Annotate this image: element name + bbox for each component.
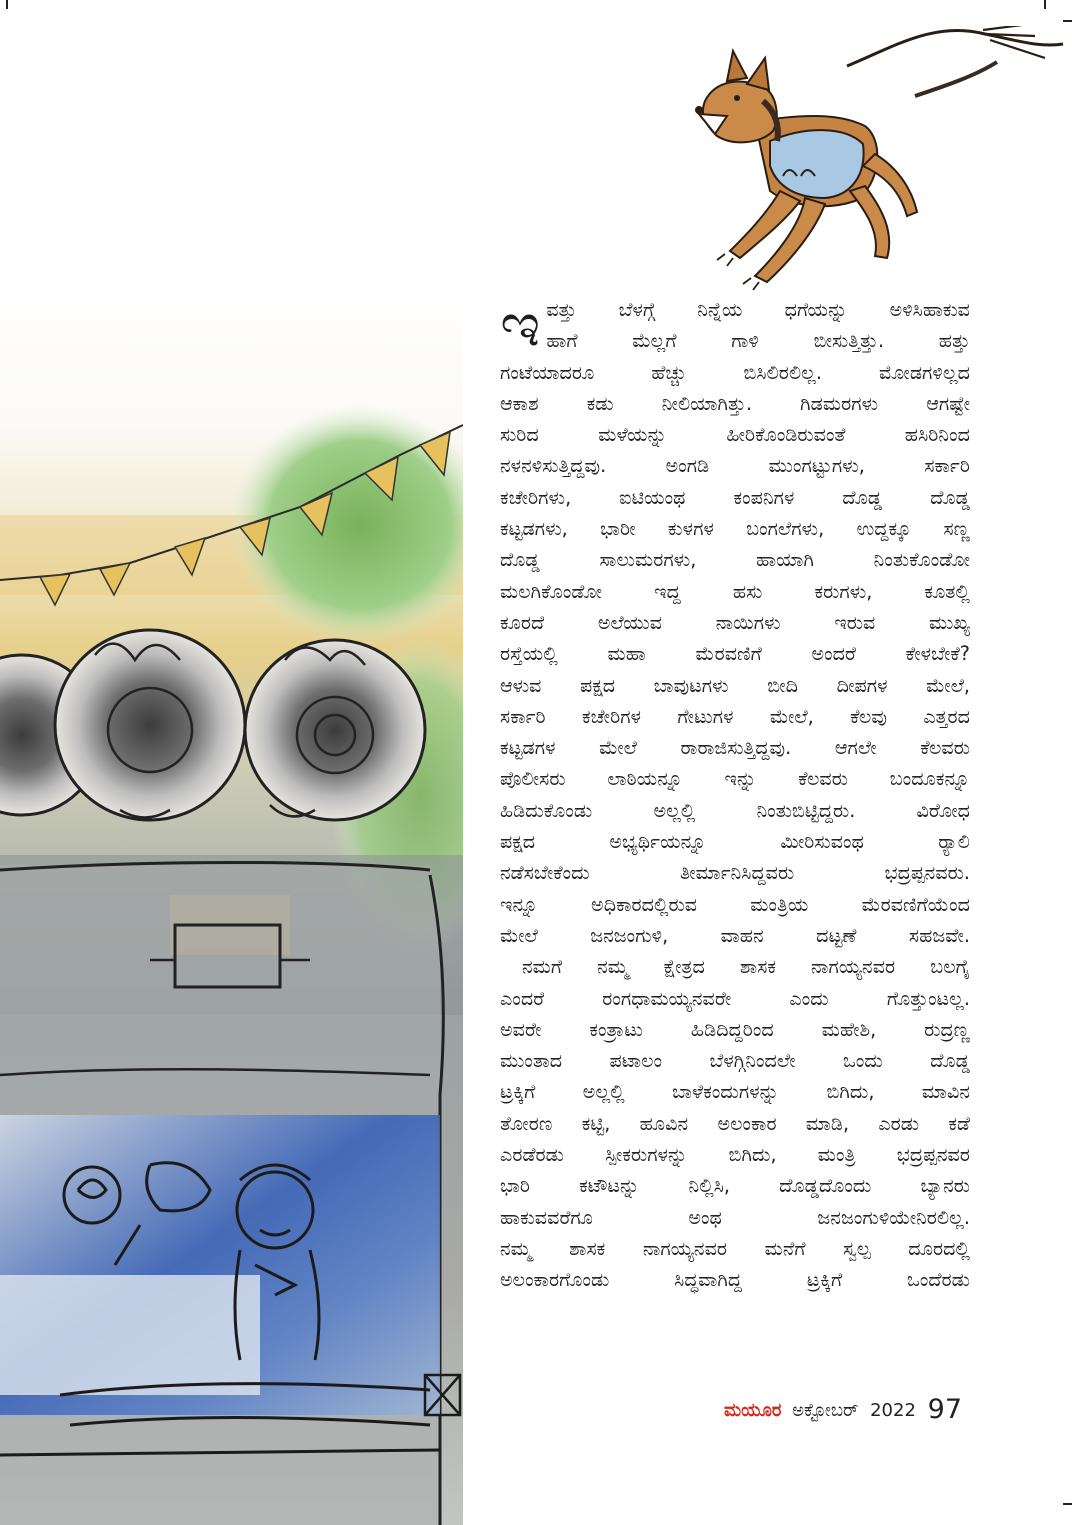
procession-truck-illustration xyxy=(0,275,463,1525)
page-number: 97 xyxy=(927,1394,962,1425)
drop-cap: ಇ xyxy=(500,288,541,361)
text-line: ಅಲಂಕಾರಗೊಂಡು ಸಿದ್ಧವಾಗಿದ್ದ ಟ್ರಕ್ಕಿಗೆ ಒಂದೆರಡು xyxy=(500,1268,970,1292)
text-line: ಕಟ್ಟಡಗಳು, ಭಾರೀ ಕುಳಗಳ ಬಂಗಲೆಗಳು, ಉದ್ದಕ್ಕೂ ಸಣ್ಣ xyxy=(500,517,970,541)
magazine-name: ಮಯೂರ xyxy=(724,1400,782,1421)
text-line: ಹಿಡಿದುಕೊಂಡು ಅಲ್ಲಲ್ಲಿ ನಿಂತುಬಿಟ್ಟಿದ್ದರು. ವಿರೋಧ xyxy=(500,798,970,822)
text-line: ಅವರೇ ಕಂತ್ರಾಟು ಹಿಡಿದಿದ್ದರಿಂದ ಮಹೇಶಿ, ರುದ್ರಣ್ಣ xyxy=(500,1017,970,1041)
text-line: ಆಕಾಶ ಕಡು ನೀಲಿಯಾಗಿತ್ತು. ಗಿಡಮರಗಳು ಆಗಷ್ಟೇ xyxy=(500,391,970,415)
text-line: ಎರಡೆರಡು ಸ್ಪೀಕರುಗಳನ್ನು ಬಿಗಿದು, ಮಂತ್ರಿ ಭದ್ರಪ್ಪನವರ xyxy=(500,1143,970,1167)
text-line: ಸುರಿದ ಮಳೆಯನ್ನು ಹೀರಿಕೊಂಡಿರುವಂತೆ ಹಸಿರಿನಿಂದ xyxy=(500,423,970,447)
text-line: ಆಳುವ ಪಕ್ಷದ ಬಾವುಟಗಳು ಬೀದಿ ದೀಪಗಳ ಮೇಲೆ, xyxy=(500,673,970,697)
text-line: ಸರ್ಕಾರಿ ಕಚೇರಿಗಳ ಗೇಟುಗಳ ಮೇಲೆ, ಕೆಲವು ಎತ್ತರದ xyxy=(500,704,970,728)
text-line: ಮೇಲೆ ಜನಜಂಗುಳಿ, ವಾಹನ ದಟ್ಟಣೆ ಸಹಜವೇ. xyxy=(500,923,970,947)
dog-illustration xyxy=(685,26,1065,296)
text-line: ನಮಗೆ ನಮ್ಮ ಕ್ಷೇತ್ರದ ಶಾಸಕ ನಾಗಯ್ಯನವರ ಬಲಗೈ xyxy=(522,955,970,979)
text-line: ಗಂಟೆಯಾದರೂ ಹೆಚ್ಚು ಬಿಸಿಲಿರಲಿಲ್ಲ. ಮೋಡಗಳಿಲ್ಲದ xyxy=(500,360,970,384)
text-line: ಹಾಗೆ ಮೆಲ್ಲಗೆ ಗಾಳಿ ಬೀಸುತ್ತಿತ್ತು. ಹತ್ತು xyxy=(546,329,970,353)
text-line: ಕಚೇರಿಗಳು, ಐಟಿಯಂಥ ಕಂಪನಿಗಳ ದೊಡ್ಡ ದೊಡ್ಡ xyxy=(500,485,970,509)
text-line: ದೊಡ್ಡ ಸಾಲುಮರಗಳು, ಹಾಯಾಗಿ ನಿಂತುಕೊಂಡೋ xyxy=(500,548,970,572)
text-line: ವತ್ತು ಬೆಳಗ್ಗೆ ನಿನ್ನೆಯ ಧಗೆಯನ್ನು ಅಳಿಸಿಹಾಕುವ xyxy=(546,298,970,321)
issue-month: ಅಕ್ಟೋಬರ್ xyxy=(792,1400,859,1421)
text-line: ಟ್ರಕ್ಕಿಗೆ ಅಲ್ಲಲ್ಲಿ ಬಾಳೆಕಂದುಗಳನ್ನು ಬಿಗಿದು, ಮಾವಿನ xyxy=(500,1080,970,1104)
text-line: ಇನ್ನೂ ಅಧಿಕಾರದಲ್ಲಿರುವ ಮಂತ್ರಿಯ ಮೆರವಣಿಗೆಯೆಂದ xyxy=(500,892,970,916)
text-line: ಪಕ್ಷದ ಅಭ್ಯರ್ಥಿಯನ್ನೂ ಮೀರಿಸುವಂಥ ರ್‍ಯಾಲಿ xyxy=(500,830,970,854)
text-line: ಕಟ್ಟಡಗಳ ಮೇಲೆ ರಾರಾಜಿಸುತ್ತಿದ್ದವು. ಆಗಲೇ ಕೆಲವರು xyxy=(500,736,970,760)
crop-mark-top-left xyxy=(6,0,8,9)
page-footer xyxy=(0,1392,962,1429)
text-line: ಕೂರದೆ ಅಲೆಯುವ ನಾಯಿಗಳು ಇರುವ ಮುಖ್ಯ xyxy=(500,610,970,634)
text-line: ಪೊಲೀಸರು ಲಾಠಿಯನ್ನೂ ಇನ್ನು ಕೆಲವರು ಬಂದೂಕನ್ನೂ xyxy=(500,767,970,791)
text-line: ಮಲಗಿಕೊಂಡೋ ಇದ್ದ ಹಸು ಕರುಗಳು, ಕೂತಲ್ಲಿ xyxy=(500,579,970,603)
text-line: ನಮ್ಮ ಶಾಸಕ ನಾಗಯ್ಯನವರ ಮನೆಗೆ ಸ್ವಲ್ಪ ದೂರದಲ್ಲಿ xyxy=(500,1236,970,1260)
article-body xyxy=(500,288,970,1296)
crop-mark-right-upper xyxy=(1063,20,1072,22)
text-line: ಭಾರಿ ಕಟೌಟನ್ನು ನಿಲ್ಲಿಸಿ, ದೊಡ್ಡದೊಂದು ಬ್ಯಾನರು xyxy=(500,1174,970,1198)
text-line: ಮುಂತಾದ ಪಟಾಲಂ ಬೆಳಗ್ಗಿನಿಂದಲೇ ಒಂದು ದೊಡ್ಡ xyxy=(500,1049,970,1073)
text-line: ಎಂದರೆ ರಂಗಧಾಮಯ್ಯನವರೇ ಎಂದು ಗೊತ್ತುಂಟಲ್ಲ. xyxy=(500,986,970,1010)
crop-mark-right-lower xyxy=(1063,1503,1072,1505)
crop-mark-top-right xyxy=(1044,0,1046,9)
text-line: ನಳನಳಿಸುತ್ತಿದ್ದವು. ಅಂಗಡಿ ಮುಂಗಟ್ಟುಗಳು, ಸರ್ಕಾರಿ xyxy=(500,454,970,478)
text-line: ಹಾಕುವವರೆಗೂ ಅಂಥ ಜನಜಂಗುಳಿಯೇನಿರಲಿಲ್ಲ. xyxy=(500,1205,970,1229)
text-line: ತೋರಣ ಕಟ್ಟಿ, ಹೂವಿನ ಅಲಂಕಾರ ಮಾಡಿ, ಎರಡು ಕಡೆ xyxy=(500,1111,970,1135)
issue-year: 2022 xyxy=(870,1400,916,1421)
text-line: ನಡೆಸಬೇಕೆಂದು ತೀರ್ಮಾನಿಸಿದ್ದವರು ಭದ್ರಪ್ಪನವರು. xyxy=(500,861,970,885)
paragraph-1 xyxy=(500,288,970,951)
text-line: ರಸ್ತೆಯಲ್ಲಿ ಮಹಾ ಮೆರವಣಿಗೆ ಅಂದರೆ ಕೇಳಬೇಕೆ? xyxy=(500,642,970,666)
paragraph-2 xyxy=(500,951,970,1295)
